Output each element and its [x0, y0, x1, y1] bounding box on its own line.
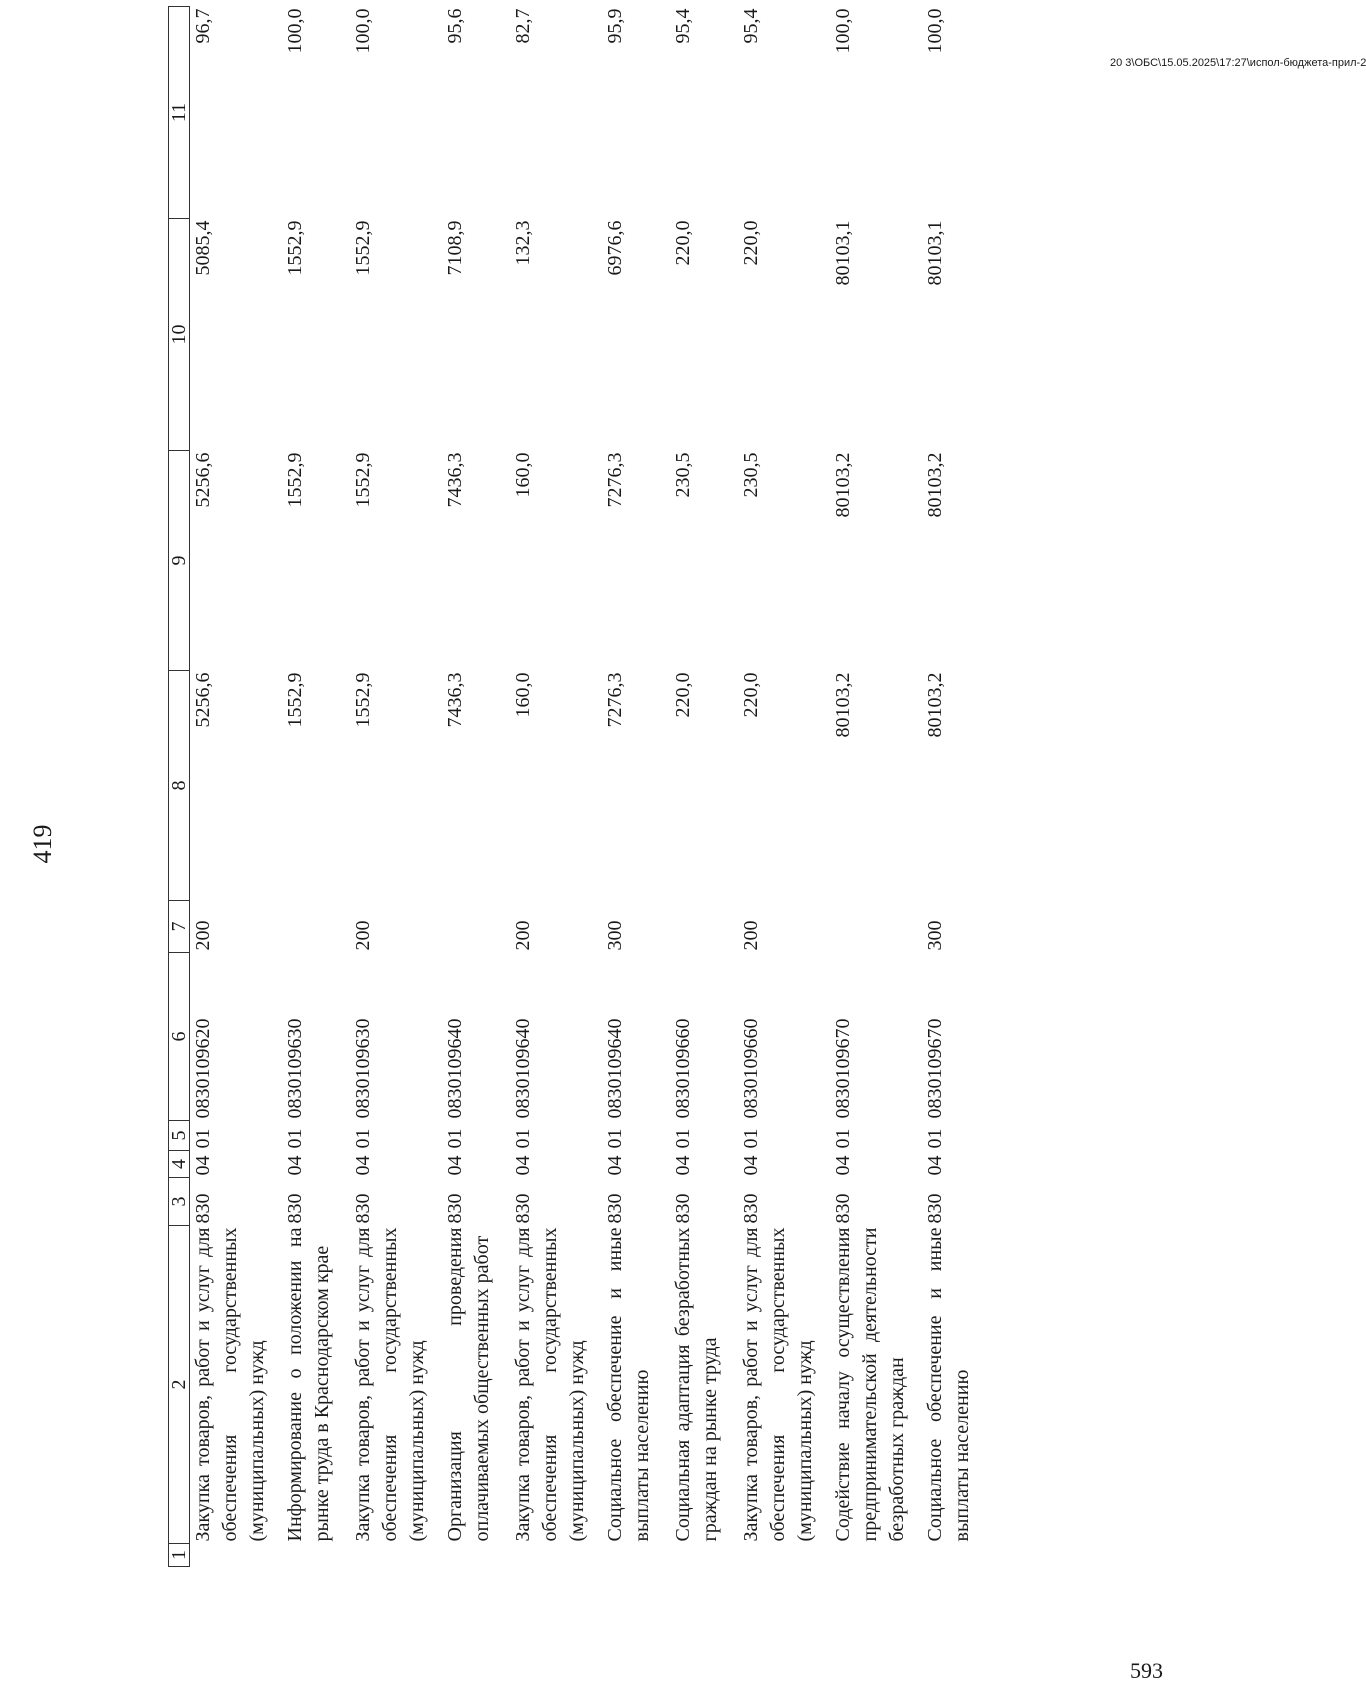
budget-table: [168, 6, 982, 1567]
cell-col-10: 1552,9: [351, 220, 374, 276]
cell-col-3: 830: [671, 1193, 694, 1224]
table-row: [510, 7, 602, 1567]
cell-col-9: 160,0: [511, 452, 534, 498]
cell-col-8: 220,0: [671, 672, 694, 718]
header-col-5: 5: [169, 1121, 190, 1151]
cell-col-3: 830: [443, 1193, 466, 1224]
table-row: [350, 7, 442, 1567]
cell-col-8: 7436,3: [443, 672, 466, 728]
cell-col-7: 200: [739, 920, 762, 951]
cell-col-9: 80103,2: [831, 452, 854, 518]
cell-col-5: 01: [283, 1128, 306, 1149]
cell-col-6: 0830109640: [511, 1018, 534, 1119]
cell-description: Социальное обеспечение и иные выплаты населению: [603, 1227, 653, 1542]
cell-col-9: 80103,2: [923, 452, 946, 518]
cell-col-5: 01: [923, 1128, 946, 1149]
table-row: [282, 7, 350, 1567]
cell-col-5: 01: [511, 1128, 534, 1149]
cell-col-5: 01: [443, 1128, 466, 1149]
cell-col-6: 0830109660: [739, 1018, 762, 1119]
cell-description: Закупка товаров, работ и услуг для обеспечения государственных (муниципальных) нужд: [511, 1227, 588, 1542]
page-number-bottom: 593: [1130, 1658, 1163, 1683]
cell-col-6: 0830109670: [923, 1018, 946, 1119]
cell-description: Содействие началу осуществления предпринимательской деятельности безработных граждан: [831, 1227, 908, 1542]
cell-col-10: 220,0: [739, 220, 762, 266]
cell-description: Закупка товаров, работ и услуг для обеспечения государственных (муниципальных) нужд: [192, 1227, 268, 1542]
cell-col-7: 300: [603, 920, 626, 951]
cell-col-4: 04: [739, 1155, 762, 1176]
cell-col-11: 95,4: [739, 8, 762, 44]
cell-col-3: 830: [351, 1193, 374, 1224]
cell-col-10: 5085,4: [192, 220, 214, 276]
cell-col-11: 96,7: [192, 8, 214, 44]
header-col-9: 9: [169, 451, 190, 671]
cell-col-1: [830, 1544, 922, 1567]
cell-col-9: 230,5: [671, 452, 694, 498]
table-row: [442, 7, 510, 1567]
cell-description: Организация проведения оплачиваемых общественных работ: [443, 1227, 493, 1542]
cell-col-8: 220,0: [739, 672, 762, 718]
cell-col-5: 01: [351, 1128, 374, 1149]
cell-col-7: [670, 901, 738, 953]
header-col-10: 10: [169, 219, 190, 451]
cell-col-7: [282, 901, 350, 953]
cell-col-8: 80103,2: [923, 672, 946, 738]
cell-col-3: 830: [603, 1193, 626, 1224]
cell-col-8: 7276,3: [603, 672, 626, 728]
header-col-4: 4: [169, 1151, 190, 1178]
cell-col-10: 80103,1: [831, 220, 854, 286]
cell-col-3: 830: [283, 1193, 306, 1224]
cell-col-4: 04: [511, 1155, 534, 1176]
cell-col-5: 01: [671, 1128, 694, 1149]
cell-col-6: 0830109630: [283, 1018, 306, 1119]
cell-col-9: 1552,9: [283, 452, 306, 508]
cell-col-11: 100,0: [351, 8, 374, 54]
cell-col-1: [442, 1544, 510, 1567]
cell-col-11: 100,0: [923, 8, 946, 54]
cell-col-9: 1552,9: [351, 452, 374, 508]
header-col-2: 2: [169, 1226, 190, 1544]
cell-col-6: 0830109640: [443, 1018, 466, 1119]
cell-col-1: [190, 1544, 282, 1567]
cell-col-9: 5256,6: [192, 452, 214, 508]
cell-col-7: 200: [192, 920, 214, 951]
cell-col-6: 0830109660: [671, 1018, 694, 1119]
cell-col-7: [830, 901, 922, 953]
header-col-7: 7: [169, 901, 190, 953]
cell-description: Социальное обеспечение и иные выплаты населению: [923, 1227, 973, 1542]
table-row: [190, 7, 282, 1567]
cell-col-4: 04: [603, 1155, 626, 1176]
cell-col-1: [602, 1544, 670, 1567]
cell-col-6: 0830109670: [831, 1018, 854, 1119]
cell-col-11: 100,0: [283, 8, 306, 54]
cell-col-11: 95,6: [443, 8, 466, 44]
cell-col-6: 0830109620: [192, 1018, 214, 1119]
cell-col-1: [510, 1544, 602, 1567]
cell-col-11: 95,9: [603, 8, 626, 44]
cell-col-8: 1552,9: [351, 672, 374, 728]
cell-description: Информирование о положении на рынке труда в Краснодарском крае: [283, 1227, 333, 1542]
cell-col-5: 01: [192, 1128, 214, 1149]
cell-col-7: 200: [511, 920, 534, 951]
table-header-row: [169, 7, 190, 1567]
cell-col-10: 7108,9: [443, 220, 466, 276]
cell-col-7: 200: [351, 920, 374, 951]
cell-col-5: 01: [603, 1128, 626, 1149]
cell-col-3: 830: [192, 1193, 214, 1224]
cell-col-9: 230,5: [739, 452, 762, 498]
cell-col-8: 80103,2: [831, 672, 854, 738]
header-col-6: 6: [169, 953, 190, 1121]
cell-col-10: 220,0: [671, 220, 694, 266]
cell-description: Закупка товаров, работ и услуг для обеспечения государственных (муниципальных) нужд: [739, 1227, 816, 1542]
table-row: [670, 7, 738, 1567]
table-row: [738, 7, 830, 1567]
cell-col-1: [922, 1544, 982, 1567]
cell-col-8: 1552,9: [283, 672, 306, 728]
cell-col-11: 95,4: [671, 8, 694, 44]
cell-col-11: 82,7: [511, 8, 534, 44]
page-number-top: 419: [28, 824, 57, 864]
cell-col-1: [350, 1544, 442, 1567]
table-row: [922, 7, 982, 1567]
cell-col-6: 0830109640: [603, 1018, 626, 1119]
cell-col-10: 1552,9: [283, 220, 306, 276]
cell-col-10: 80103,1: [923, 220, 946, 286]
cell-col-10: 6976,6: [603, 220, 626, 276]
cell-col-9: 7436,3: [443, 452, 466, 508]
cell-col-3: 830: [831, 1193, 854, 1224]
header-col-8: 8: [169, 671, 190, 901]
cell-col-4: 04: [351, 1155, 374, 1176]
cell-col-4: 04: [923, 1155, 946, 1176]
table-body: [169, 7, 982, 1567]
cell-col-3: 830: [739, 1193, 762, 1224]
cell-col-9: 7276,3: [603, 452, 626, 508]
cell-col-3: 830: [511, 1193, 534, 1224]
table-row: [830, 7, 922, 1567]
cell-col-6: 0830109630: [351, 1018, 374, 1119]
cell-col-7: [442, 901, 510, 953]
cell-col-4: 04: [192, 1155, 214, 1176]
table-row: [602, 7, 670, 1567]
cell-col-1: [670, 1544, 738, 1567]
cell-col-1: [738, 1544, 830, 1567]
cell-col-4: 04: [283, 1155, 306, 1176]
header-col-3: 3: [169, 1178, 190, 1226]
cell-col-8: 5256,6: [192, 672, 214, 728]
cell-col-4: 04: [443, 1155, 466, 1176]
header-col-1: 1: [169, 1544, 190, 1567]
cell-col-8: 160,0: [511, 672, 534, 718]
cell-col-5: 01: [739, 1128, 762, 1149]
cell-description: Социальная адаптация безработных граждан на рынке труда: [671, 1227, 721, 1542]
cell-col-10: 132,3: [511, 220, 534, 266]
footer-code: 20 3\ОБС\15.05.2025\17:27\испол-бюджета-прил-2: [1110, 57, 1366, 69]
cell-col-1: [282, 1544, 350, 1567]
header-col-11: 11: [169, 7, 190, 219]
cell-col-7: 300: [923, 920, 946, 951]
cell-col-5: 01: [831, 1128, 854, 1149]
cell-col-3: 830: [923, 1193, 946, 1224]
cell-col-4: 04: [671, 1155, 694, 1176]
cell-col-11: 100,0: [831, 8, 854, 54]
cell-col-4: 04: [831, 1155, 854, 1176]
cell-description: Закупка товаров, работ и услуг для обеспечения государственных (муниципальных) нужд: [351, 1227, 428, 1542]
